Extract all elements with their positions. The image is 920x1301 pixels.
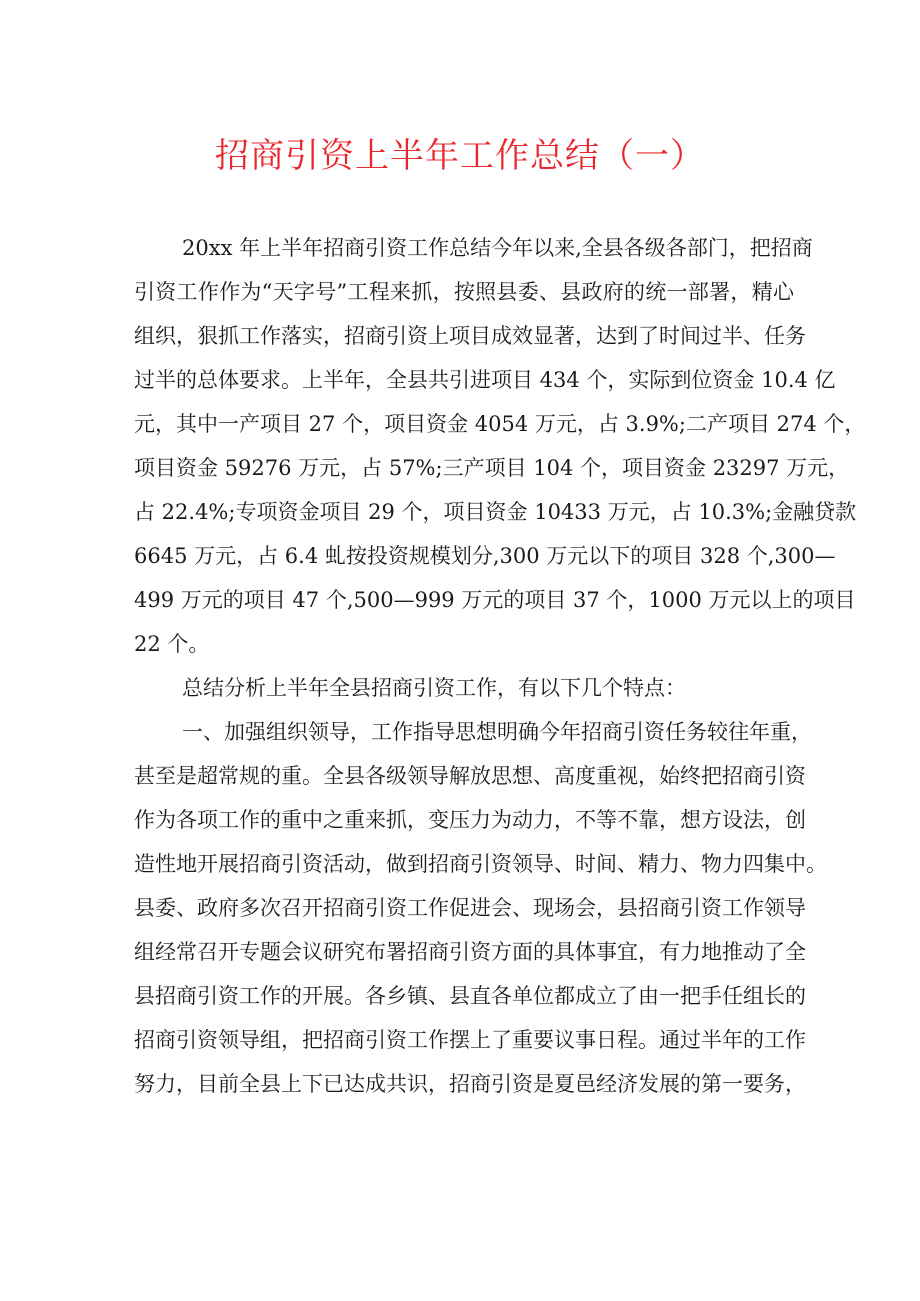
- text-line: 过半的总体要求。上半年，全县共引进项目 434 个，实际到位资金 10.4 亿: [134, 368, 836, 392]
- text-line: 县委、政府多次召开招商引资工作促进会、现场会，县招商引资工作领导: [134, 896, 806, 920]
- text-line: 造性地开展招商引资活动，做到招商引资领导、时间、精力、物力四集中。: [134, 852, 827, 876]
- text-line: 作为各项工作的重中之重来抓，变压力为动力，不等不靠，想方设法，创: [134, 808, 806, 832]
- text-line: 组织，狠抓工作落实，招商引资上项目成效显著，达到了时间过半、任务: [134, 324, 806, 348]
- text-line: 6645 万元，占 6.4 虬按投资规模划分,300 万元以下的项目 328 个,300—: [134, 544, 836, 568]
- document-body: [134, 226, 866, 1106]
- text-line: 项目资金 59276 万元，占 57%;三产项目 104 个，项目资金 23297 万元，: [134, 456, 850, 480]
- text-line: 招商引资领导组，把招商引资工作摆上了重要议事日程。通过半年的工作: [134, 1028, 806, 1052]
- paragraph-features-intro: [134, 666, 794, 710]
- paragraph-feature-one: [134, 710, 827, 1106]
- text-line: 县招商引资工作的开展。各乡镇、县直各单位都成立了由一把手任组长的: [134, 984, 806, 1008]
- text-line: 总结分析上半年全县招商引资工作，有以下几个特点：: [182, 676, 686, 700]
- text-line: 一、加强组织领导，工作指导思想明确今年招商引资任务较往年重，: [182, 720, 812, 744]
- text-line: 甚至是超常规的重。全县各级领导解放思想、高度重视，始终把招商引资: [134, 764, 806, 788]
- text-line: 引资工作作为“天字号”工程来抓，按照县委、县政府的统一部署，精心: [134, 280, 794, 304]
- paragraph-summary-overview: [134, 226, 866, 666]
- text-line: 22 个。: [134, 632, 210, 656]
- text-line: 组经常召开专题会议研究布署招商引资方面的具体事宜，有力地推动了全: [134, 940, 806, 964]
- document-title: 招商引资上半年工作总结（一）: [215, 136, 705, 176]
- text-line: 占 22.4%;专项资金项目 29 个，项目资金 10433 万元，占 10.3%;金融贷款: [134, 500, 857, 524]
- text-line: 元，其中一产项目 27 个，项目资金 4054 万元，占 3.9%;二产项目 274 个，: [134, 412, 866, 436]
- text-line: 499 万元的项目 47 个,500—999 万元的项目 37 个，1000 万元以上的项目: [134, 588, 856, 612]
- text-line: 努力，目前全县上下已达成共识，招商引资是夏邑经济发展的第一要务，: [134, 1072, 806, 1096]
- text-line: 20xx 年上半年招商引资工作总结今年以来,全县各级各部门，把招商: [182, 236, 813, 260]
